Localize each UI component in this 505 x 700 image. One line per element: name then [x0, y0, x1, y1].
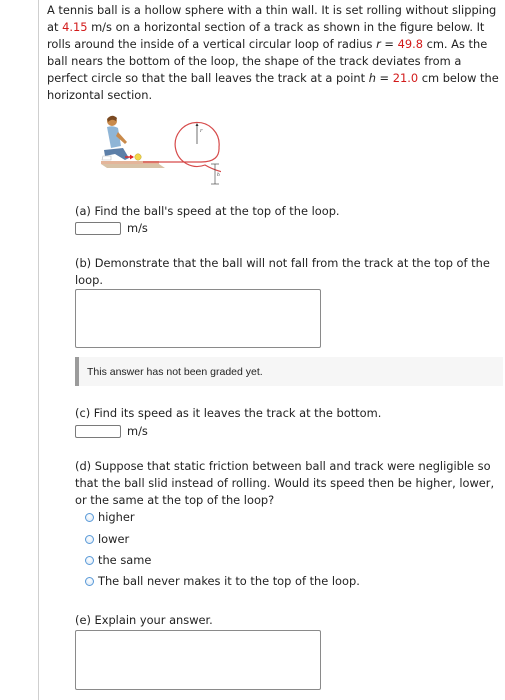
part-b-answer-textarea[interactable]: [75, 289, 321, 348]
part-b-question: (b) Demonstrate that the ball will not fall from the track at the top of the loop.: [75, 256, 490, 287]
person-illustration: [102, 116, 129, 160]
option-lower[interactable]: lower: [85, 532, 129, 546]
part-c-answer-row: [75, 424, 148, 438]
radio-icon[interactable]: [85, 535, 94, 544]
part-a-answer-input[interactable]: [75, 222, 121, 235]
part-c-unit: m/s: [127, 424, 148, 438]
part-a-answer-row: [75, 221, 148, 235]
radio-icon[interactable]: [85, 556, 94, 565]
part-c-question: (c) Find its speed as it leaves the track at the bottom.: [75, 406, 382, 420]
height-label: h: [217, 173, 220, 178]
tennis-ball-icon: [135, 154, 141, 160]
radius-value: 49.8: [397, 37, 423, 51]
radio-icon[interactable]: [85, 513, 94, 522]
radio-icon[interactable]: [85, 577, 94, 586]
option-the-same[interactable]: the same: [85, 553, 151, 567]
height-value: 21.0: [392, 71, 419, 85]
graded-note-box: [75, 357, 503, 386]
part-a-unit: m/s: [127, 221, 148, 235]
problem-statement: A tennis ball is a hollow sphere with a thin wall. It is set rolling without slipping at 4.15 m/s on a horizontal section of a track as shown in the figure below. It rolls around the inside of a vertical circular loop of radius r = 49.8 cm. As the ball nears the bottom of the loop, the shape of the track deviates from a perfect circle so that the ball leaves the track at a point h = 21.0 cm below the horizontal section.: [47, 3, 499, 102]
radius-label: r: [200, 128, 203, 134]
part-e-question: (e) Explain your answer.: [75, 613, 213, 627]
question-panel: [38, 0, 505, 700]
part-d-question: (d) Suppose that static friction between ball and track were negligible so that the ball slid instead of rolling. Would its speed then be higher, lower, or the same at the top of the loop?: [75, 459, 495, 507]
part-a-question: (a) Find the ball's speed at the top of the loop.: [75, 204, 340, 218]
part-c-answer-input[interactable]: [75, 425, 121, 438]
loop-track-figure: [101, 112, 221, 192]
option-higher[interactable]: higher: [85, 510, 135, 524]
part-e-answer-textarea[interactable]: [75, 630, 321, 690]
initial-speed-value: 4.15: [62, 20, 88, 34]
graded-note-text: This answer has not been graded yet.: [87, 365, 263, 378]
option-never-reaches-top[interactable]: The ball never makes it to the top of the loop.: [85, 574, 360, 588]
